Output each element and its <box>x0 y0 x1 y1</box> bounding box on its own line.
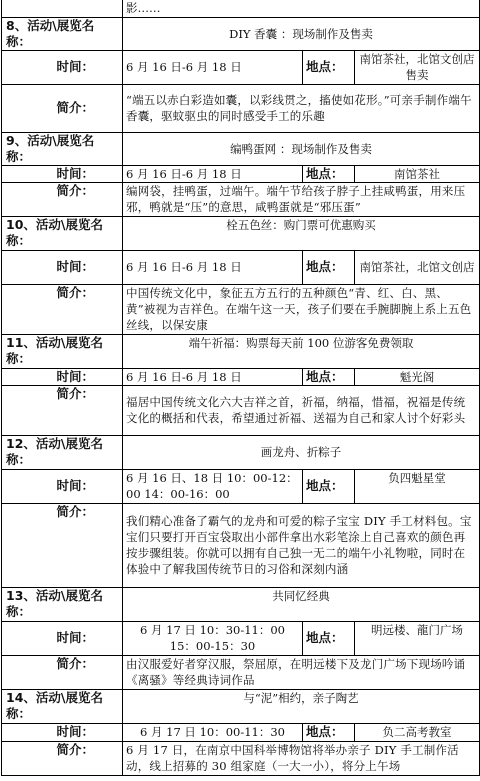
entry-12-intro: 我们精心准备了霸气的龙舟和可爱的粽子宝宝 DIY 手工材料包。宝宝们只要打开百宝袋取出小部件拿出水彩笔涂上自己喜欢的颜色再按步骤组装。你就可以拥有自己独一无二的端午小礼物啦，同时在体验中了解我国传统节日的习俗和深刻内涵 <box>123 503 480 587</box>
entry-10-name: 栓五色丝：购门票可优惠购买 <box>123 216 480 250</box>
entry-8-header: 8、活动\展览名称： <box>2 17 123 50</box>
entry-10-header: 10、活动\展览名称： <box>2 216 123 250</box>
entry-11-intro: 福居中国传统文化六大吉祥之首，祈福，纳福，惜福，祝福是传统文化的概括和代表，希望通过祈福、送福为自己和家人讨个好彩头 <box>123 385 480 435</box>
entry-8-time-label: 时间： <box>2 50 123 84</box>
entry-8-time: 6 月 16 日-6 月 18 日 <box>123 50 303 84</box>
entry-11-name: 端午祈福：购票每天前 100 位游客免费领取 <box>123 334 480 368</box>
entry-12-place-label: 地点： <box>303 469 355 503</box>
entry-8-intro: “端五以赤白彩造如囊，以彩线贯之，搐使如花形。”可亲手制作端午香囊，驱蚊驱虫的同时感受手工的乐趣 <box>123 84 480 132</box>
entry-11-time-label: 时间： <box>2 368 123 385</box>
entry-12-header: 12、活动\展览名称： <box>2 435 123 469</box>
entry-14-place-label: 地点： <box>303 723 355 741</box>
entry-11-place-label: 地点： <box>303 368 355 385</box>
entry-14-place: 负二高考教室 <box>355 723 480 741</box>
entry-9-name: 编鸭蛋网 ：现场制作及售卖 <box>123 132 480 165</box>
entry-8-name: DIY 香囊 ：现场制作及售卖 <box>123 17 480 50</box>
top-fragment-text: 影…… <box>123 0 480 17</box>
entry-12-intro-label: 简介： <box>2 503 123 587</box>
entry-13-place-label: 地点： <box>303 621 355 655</box>
entry-13-time-label: 时间： <box>2 621 123 655</box>
entry-11-intro-label: 简介： <box>2 385 123 435</box>
entry-13-name: 共同忆经典 <box>123 587 480 621</box>
entry-10-place-label: 地点： <box>303 250 355 284</box>
events-table <box>1 0 480 776</box>
entry-11-time: 6 月 16 日-6 月 18 日 <box>123 368 303 385</box>
entry-12-place: 负四魁星堂 <box>355 469 480 503</box>
entry-13-time: 6 月 17 日 10：30-11：00 15：00-15：30 <box>123 621 303 655</box>
entry-11-header: 11、活动\展览名称： <box>2 334 123 368</box>
entry-12-time: 6 月 16 日、18 日 10：00-12：00 14：00-16：00 <box>123 469 303 503</box>
entry-8-intro-label: 简介： <box>2 84 123 132</box>
entry-14-intro-label: 简介： <box>2 741 123 775</box>
fragment-spacer <box>2 0 123 17</box>
entry-9-time-label: 时间： <box>2 165 123 182</box>
entry-14-time-label: 时间： <box>2 723 123 741</box>
entry-14-time: 6 月 17 日 10：00-11：30 <box>123 723 303 741</box>
entry-13-place: 明远楼、龍门广场 <box>355 621 480 655</box>
entry-8-place: 南馆茶社，北馆文创店售卖 <box>355 50 480 84</box>
entry-14-intro: 6 月 17 日，在南京中国科举博物馆将举办亲子 DIY 手工制作活动，线上招募的 30 组家庭（一大一小），将分上午场 <box>123 741 480 775</box>
entry-12-name: 画龙舟、折粽子 <box>123 435 480 469</box>
entry-10-intro-label: 简介： <box>2 284 123 334</box>
entry-8-place-label: 地点： <box>303 50 355 84</box>
entry-9-place: 南馆茶社 <box>355 165 480 182</box>
entry-11-place: 魁光阁 <box>355 368 480 385</box>
entry-13-header: 13、活动\展览名称： <box>2 587 123 621</box>
entry-10-intro: 中国传统文化中，象征五方五行的五种颜色“青、红、白、黑、黄”被视为吉祥色。在端午这一天，孩子们要在手腕脚腕上系上五色丝线，以保安康 <box>123 284 480 334</box>
entry-9-intro-label: 简介： <box>2 182 123 216</box>
entry-9-time: 6 月 16 日-6 月 18 日 <box>123 165 303 182</box>
entry-13-intro: 由汉服爱好者穿汉服，祭屈原，在明远楼下及龙门广场下现场吟诵《离骚》等经典诗词作品 <box>123 655 480 689</box>
entry-14-header: 14、活动\展览名称： <box>2 689 123 723</box>
entry-9-intro: 编网袋，挂鸭蛋，过端午。端午节给孩子脖子上挂咸鸭蛋，用来压邪，鸭就是“压”的意思，咸鸭蛋就是“邪压蛋” <box>123 182 480 216</box>
entry-14-name: 与“泥”相约，亲子陶艺 <box>123 689 480 723</box>
entry-10-place: 南馆茶社，北馆文创店 <box>355 250 480 284</box>
entry-12-time-label: 时间： <box>2 469 123 503</box>
entry-10-time: 6 月 16 日-6 月 18 日 <box>123 250 303 284</box>
entry-13-intro-label: 简介： <box>2 655 123 689</box>
entry-9-place-label: 地点： <box>303 165 355 182</box>
entry-9-header: 9、活动\展览名称： <box>2 132 123 165</box>
entry-10-time-label: 时间： <box>2 250 123 284</box>
